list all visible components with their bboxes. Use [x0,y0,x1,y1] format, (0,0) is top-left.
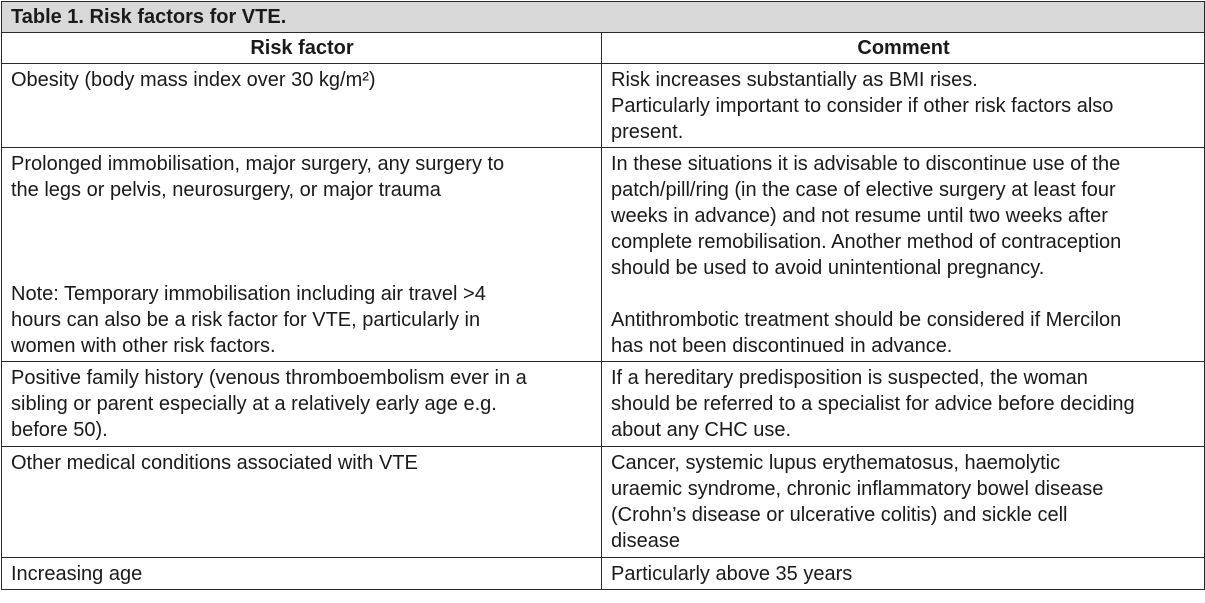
table-row [2,148,1205,362]
risk-cell [2,447,602,558]
comment-text: Cancer, systemic lupus erythematosus, haemolytic [611,452,1061,474]
comment-cell [602,148,1205,362]
table-title-row [2,2,1205,33]
risk-cell [2,558,602,590]
comment-text: Particularly important to consider if other risk factors also [611,95,1114,117]
risk-text: Increasing age [11,563,143,585]
risk-note-text: Note: Temporary immobilisation including air travel >4 [11,283,486,305]
spacer [611,281,1196,307]
spacer [11,203,593,229]
table-row [2,64,1205,148]
risk-text: Other medical conditions associated with VTE [11,452,418,474]
comment-cell [602,447,1205,558]
risk-note-text: hours can also be a risk factor for VTE, particularly in [11,309,481,331]
comment-text: uraemic syndrome, chronic inflammatory bowel disease [611,478,1104,500]
comment-text: Risk increases substantially as BMI rises. [611,69,978,91]
comment-text: about any CHC use. [611,419,792,441]
risk-note-text: women with other risk factors. [11,335,276,357]
spacer [11,255,593,281]
comment-text: Particularly above 35 years [611,563,853,585]
comment-text: present. [611,121,684,143]
comment-text: complete remobilisation. Another method of contraception [611,231,1122,253]
comment-text: patch/pill/ring (in the case of elective surgery at least four [611,179,1116,201]
table-row [2,447,1205,558]
comment-text: should be referred to a specialist for advice before deciding [611,393,1135,415]
comment-cell [602,64,1205,148]
table-header-row [2,33,1205,64]
header-comment: Comment [602,33,1205,64]
risk-text: sibling or parent especially at a relatively early age e.g. [11,393,497,415]
risk-text: Obesity (body mass index over 30 kg/m²) [11,69,376,91]
comment-text: should be used to avoid unintentional pregnancy. [611,257,1045,279]
risk-cell [2,64,602,148]
table-row [2,558,1205,590]
spacer [11,229,593,255]
comment-text: has not been discontinued in advance. [611,335,953,357]
risk-factors-table [1,1,1205,590]
comment-cell [602,558,1205,590]
table-row [2,362,1205,447]
comment-text: If a hereditary predisposition is suspected, the woman [611,367,1088,389]
risk-cell [2,148,602,362]
risk-text: the legs or pelvis, neurosurgery, or major trauma [11,179,441,201]
table-title: Table 1. Risk factors for VTE. [2,2,1205,33]
header-risk-factor: Risk factor [2,33,602,64]
comment-text: disease [611,530,680,552]
risk-cell [2,362,602,447]
comment-text: In these situations it is advisable to discontinue use of the [611,153,1121,175]
risk-text: before 50). [11,419,108,441]
comment-text: (Crohn’s disease or ulcerative colitis) and sickle cell [611,504,1068,526]
comment-text: weeks in advance) and not resume until two weeks after [611,205,1108,227]
comment-cell [602,362,1205,447]
risk-text: Prolonged immobilisation, major surgery, any surgery to [11,153,505,175]
comment-text: Antithrombotic treatment should be considered if Mercilon [611,309,1122,331]
risk-text: Positive family history (venous thromboembolism ever in a [11,367,527,389]
